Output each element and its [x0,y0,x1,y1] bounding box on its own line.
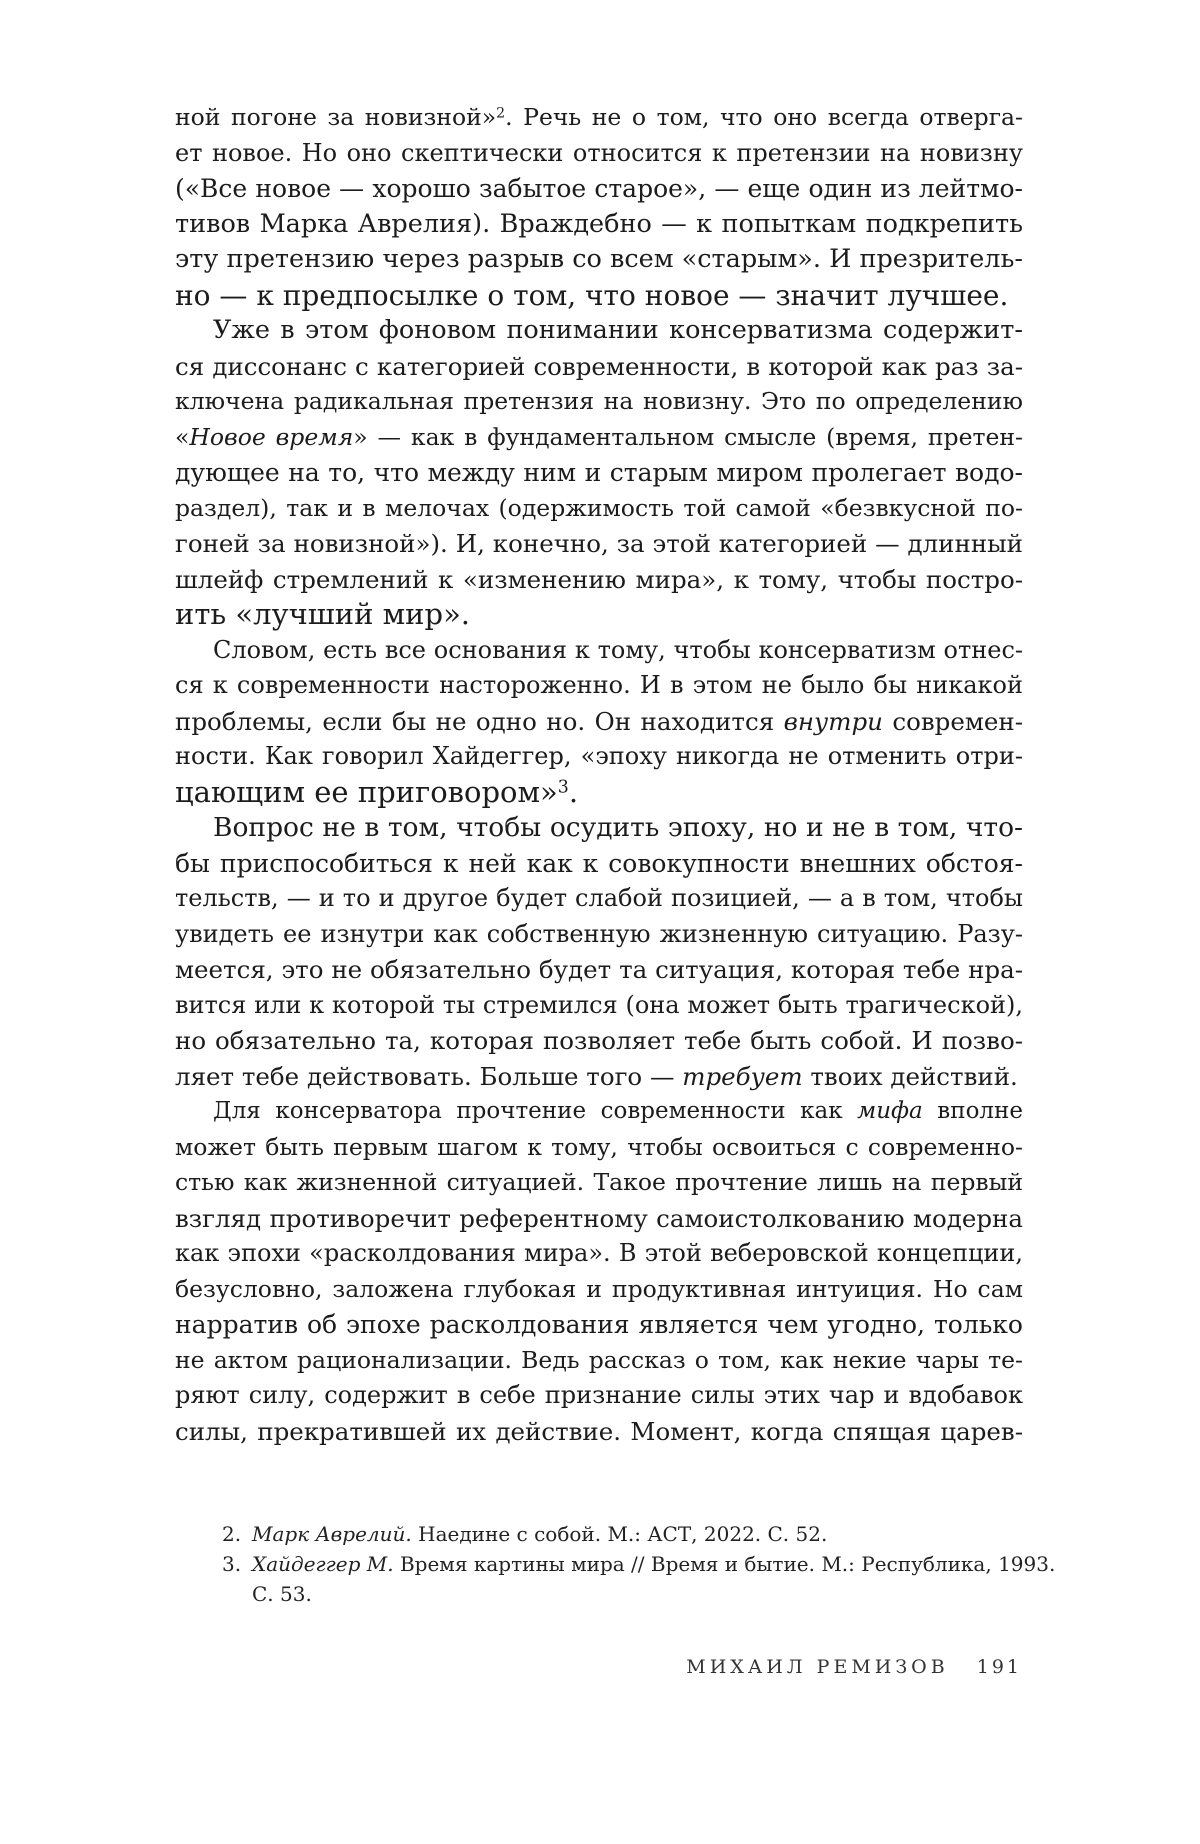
text-segment: ключена радикальная претензия на новизну. Это по определению [175,387,1023,415]
text-line [175,1307,1023,1343]
text-line [175,1236,1023,1272]
text-line [175,1343,1023,1379]
text-segment: бы приспособиться к ней как к совокупности внешних обстоя- [175,848,1023,878]
text-segment: увидеть ее изнутри как собственную жизненную ситуацию. Разу- [175,919,1023,948]
text-line [175,313,1023,349]
text-line [175,562,1023,598]
footnote-number: 2. [222,1522,242,1546]
text-line [175,242,1023,278]
footnote-author: Хайдеггер М. [252,1552,394,1576]
text-line [175,775,1023,811]
text-segment: . [568,774,579,809]
text-segment: («Все новое — хорошо забытое старое», — еще один из лейтмо- [175,174,1023,203]
text-line [175,1414,1023,1450]
text-segment: но обязательно та, которая позволяет тебе быть собой. И позво- [175,1026,1023,1055]
text-segment: Вопрос не в том, чтобы осудить эпоху, но и не в том, что- [213,812,1023,843]
text-segment: тельств, — и то и другое будет слабой позицией, — а в том, чтобы [175,884,1023,912]
text-segment: ся к современности настороженно. И в этом не было бы никакой [175,671,1023,699]
text-segment: ной погоне за новизной» [175,103,497,131]
text-line [175,1201,1023,1237]
footnote [222,1549,1056,1609]
footnote-number: 3. [222,1552,242,1576]
text-line [175,1165,1023,1201]
text-line [175,1059,1023,1095]
text-segment: » — как в фундаментальном смысле (время, претен- [353,422,1023,451]
emphasis-text: требует [682,1061,803,1091]
text-segment: ить «лучший мир». [175,597,471,631]
text-line [175,704,1023,740]
running-footer [686,1656,1022,1678]
text-line [175,1272,1023,1308]
text-segment: Для консерватора прочтение современности как [213,1098,858,1124]
text-segment: ляет тебе действовать. Больше того — [175,1061,683,1091]
text-line [175,384,1023,420]
text-segment: эту претензию через разрыв со всем «старым». И презритель- [175,244,1023,274]
text-segment: может быть первым шагом к тому, чтобы освоиться с современно- [175,1132,1023,1161]
text-segment: ет новое. Но оно скептически относится к претензии на новизну [175,138,1023,167]
text-segment: Словом, есть все основания к тому, чтобы консерватизм отнес- [213,635,1023,664]
emphasis-text: Новое время [189,422,354,451]
text-segment: . Речь не о том, что оно всегда отверга- [505,103,1023,131]
footnote-author: Марк Аврелий. [252,1522,412,1546]
text-segment: как эпохи «расколдования мира». В этой веберовской концепции, [175,1239,1023,1267]
text-segment: твоих действий. [802,1061,1018,1091]
footnote-line [252,1579,1022,1609]
page-number: 191 [976,1656,1022,1678]
text-segment: нарратив об эпохе расколдования является чем угодно, только [175,1310,1023,1339]
text-segment: « [175,422,190,451]
emphasis-text: мифа [857,1098,923,1124]
text-line [175,988,1023,1024]
text-segment: современ- [882,706,1023,736]
text-line [175,1130,1023,1166]
footnote [222,1519,1022,1549]
text-segment: вится или к которой ты стремился (она может быть трагической), [175,990,1023,1019]
text-segment: дующее на то, что между ним и старым миром пролегает водо- [175,458,1023,487]
text-line [175,668,1023,704]
text-line [175,1378,1023,1414]
text-line [175,526,1023,562]
text-segment: силы, прекратившей их действие. Момент, когда спящая царев- [175,1416,1023,1446]
text-line [175,597,1023,633]
text-line [175,491,1023,527]
footnote-ref: 2 [496,105,506,122]
text-segment: Уже в этом фоновом понимании консерватизма содержит- [213,315,1023,345]
text-segment: не актом рационализации. Ведь рассказ о том, как некие чары те- [175,1345,1023,1374]
text-segment: вполне [922,1098,1023,1124]
text-segment: цающим ее приговором» [175,774,558,809]
footnote-line [252,1549,1056,1579]
text-segment: ности. Как говорил Хайдеггер, «эпоху никогда не отменить отри- [175,742,1023,770]
footnote-text: Время картины мира // Время и бытие. М.: Республика, 1993. [399,1552,1056,1576]
text-line [175,846,1023,882]
text-line [175,1094,1023,1130]
text-segment: гоней за новизной»). И, конечно, за этой категорией — длинный [175,529,1023,558]
text-line [175,810,1023,846]
footnote-text: Наедине с собой. М.: АСТ, 2022. С. 52. [418,1522,828,1546]
text-line [175,739,1023,775]
text-segment: стью как жизненной ситуацией. Такое прочтение лишь на первый [175,1168,1023,1196]
footnote-line [252,1519,1022,1549]
text-line [175,100,1023,136]
text-line [175,455,1023,491]
body-text [175,100,1023,1449]
text-segment: взгляд противоречит референтному самоистолкованию модерна [175,1203,1023,1233]
text-line [175,349,1023,385]
emphasis-text: внутри [783,706,883,736]
text-line [175,633,1023,669]
text-line [175,1023,1023,1059]
text-line [175,207,1023,243]
text-line [175,420,1023,456]
text-segment: ся диссонанс с категорией современности, в которой как раз за- [175,351,1023,381]
text-line [175,952,1023,988]
text-segment: проблемы, если бы не одно но. Он находится [175,706,784,736]
text-segment: безусловно, заложена глубокая и продуктивная интуиция. Но сам [175,1274,1023,1303]
text-segment: но — к предпосылке о том, что новое — значит лучшее. [175,278,1009,312]
text-line [175,917,1023,953]
text-segment: шлейф стремлений к «изменению мира», к тому, чтобы постро- [175,564,1023,594]
text-line [175,881,1023,917]
text-segment: ряют силу, содержит в себе признание силы этих чар и вдобавок [175,1381,1023,1409]
running-footer-author: МИХАИЛ РЕМИЗОВ [686,1656,949,1678]
text-segment: раздел), так и в мелочах (одержимость той самой «безвкусной по- [175,493,1023,522]
text-line [175,278,1023,314]
text-segment: меется, это не обязательно будет та ситуация, которая тебе нра- [175,955,1023,984]
footnotes [222,1519,1056,1609]
footnote-ref: 3 [557,776,569,797]
text-line [175,136,1023,172]
text-segment: тивов Марка Аврелия). Враждебно — к попыткам подкрепить [175,208,1023,239]
text-line [175,171,1023,207]
footnote-text: С. 53. [252,1582,312,1606]
